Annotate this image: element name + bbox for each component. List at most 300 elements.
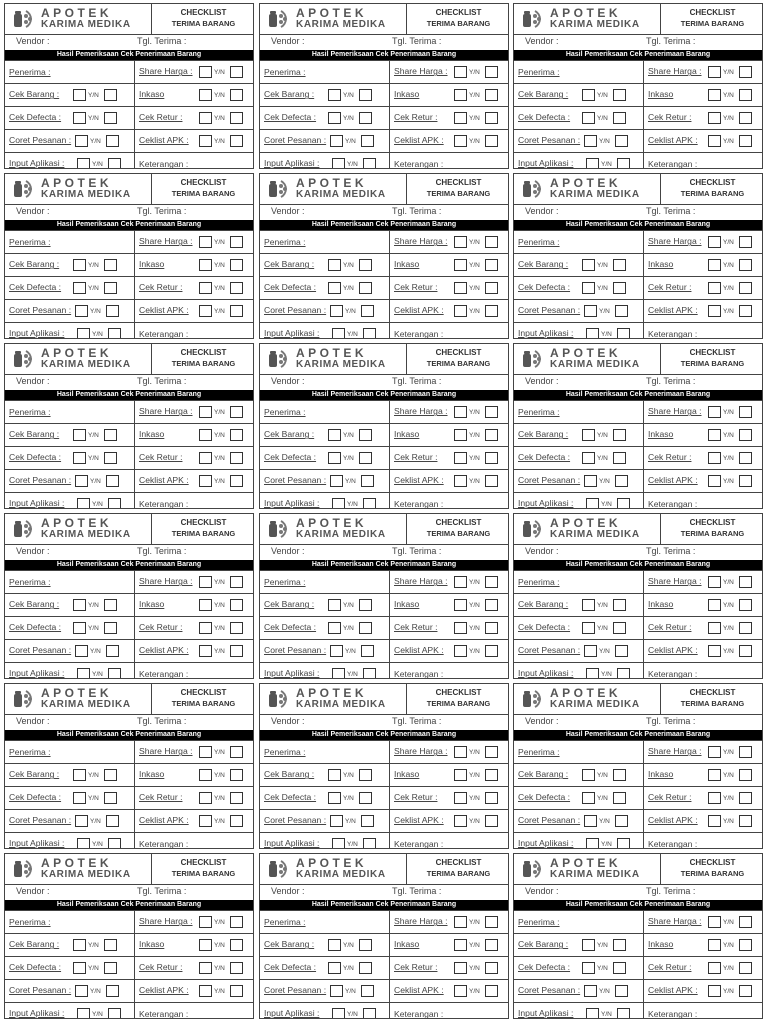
checkbox[interactable] xyxy=(615,135,628,147)
checkbox[interactable] xyxy=(739,112,752,124)
checkbox[interactable] xyxy=(199,135,212,147)
checkbox[interactable] xyxy=(230,66,243,78)
checkbox[interactable] xyxy=(104,962,117,974)
checkbox[interactable] xyxy=(613,429,626,441)
checkbox[interactable] xyxy=(104,599,117,611)
checkbox[interactable] xyxy=(332,1008,345,1019)
checkbox[interactable] xyxy=(73,429,86,441)
checkbox[interactable] xyxy=(104,282,117,294)
checkbox[interactable] xyxy=(230,282,243,294)
checkbox[interactable] xyxy=(454,429,467,441)
checkbox[interactable] xyxy=(359,599,372,611)
checkbox[interactable] xyxy=(73,792,86,804)
checkbox[interactable] xyxy=(230,769,243,781)
checkbox[interactable] xyxy=(485,406,498,418)
checkbox[interactable] xyxy=(199,815,212,827)
checklist-card xyxy=(4,173,254,339)
checkbox[interactable] xyxy=(199,282,212,294)
checkbox[interactable] xyxy=(739,89,752,101)
checkbox[interactable] xyxy=(485,939,498,951)
checkbox[interactable] xyxy=(330,645,343,657)
checkbox[interactable] xyxy=(485,135,498,147)
checkbox[interactable] xyxy=(485,576,498,588)
checkbox[interactable] xyxy=(485,236,498,248)
checkbox[interactable] xyxy=(615,475,628,487)
checkbox[interactable] xyxy=(613,622,626,634)
checkbox[interactable] xyxy=(708,406,721,418)
checkbox[interactable] xyxy=(363,158,376,169)
checkbox[interactable] xyxy=(77,328,90,339)
checkbox[interactable] xyxy=(454,135,467,147)
checkbox[interactable] xyxy=(359,452,372,464)
checkbox[interactable] xyxy=(104,452,117,464)
checkbox[interactable] xyxy=(454,792,467,804)
checkbox[interactable] xyxy=(359,429,372,441)
checkbox[interactable] xyxy=(454,66,467,78)
checkbox[interactable] xyxy=(363,668,376,679)
cek-retur-label: Cek Retur : xyxy=(648,622,692,633)
checkbox[interactable] xyxy=(739,622,752,634)
checkbox[interactable] xyxy=(332,158,345,169)
checkbox[interactable] xyxy=(485,259,498,271)
checkbox[interactable] xyxy=(584,645,597,657)
checkbox[interactable] xyxy=(582,259,595,271)
checkbox[interactable] xyxy=(361,985,374,997)
checkbox[interactable] xyxy=(230,622,243,634)
checkbox[interactable] xyxy=(363,838,376,849)
checkbox[interactable] xyxy=(73,599,86,611)
checkbox[interactable] xyxy=(485,599,498,611)
checkbox[interactable] xyxy=(106,305,119,317)
checkbox[interactable] xyxy=(328,769,341,781)
checkbox[interactable] xyxy=(361,815,374,827)
checkbox[interactable] xyxy=(330,135,343,147)
checkbox[interactable] xyxy=(586,328,599,339)
checkbox[interactable] xyxy=(739,429,752,441)
checkbox[interactable] xyxy=(361,645,374,657)
checkbox[interactable] xyxy=(708,746,721,758)
checkbox[interactable] xyxy=(104,89,117,101)
checkbox[interactable] xyxy=(330,305,343,317)
checkbox[interactable] xyxy=(617,158,630,169)
checkbox[interactable] xyxy=(75,305,88,317)
checkbox[interactable] xyxy=(485,66,498,78)
checkbox[interactable] xyxy=(230,452,243,464)
checkbox[interactable] xyxy=(708,429,721,441)
checkbox[interactable] xyxy=(328,112,341,124)
checkbox[interactable] xyxy=(328,89,341,101)
checkbox[interactable] xyxy=(104,259,117,271)
checkbox[interactable] xyxy=(73,622,86,634)
checkbox[interactable] xyxy=(708,645,721,657)
checkbox[interactable] xyxy=(77,838,90,849)
checkbox[interactable] xyxy=(586,838,599,849)
checkbox[interactable] xyxy=(75,645,88,657)
checkbox[interactable] xyxy=(485,305,498,317)
checkbox[interactable] xyxy=(199,962,212,974)
checklist-card xyxy=(259,173,509,339)
checkbox[interactable] xyxy=(230,475,243,487)
checkbox[interactable] xyxy=(199,916,212,928)
checkbox[interactable] xyxy=(739,962,752,974)
checkbox[interactable] xyxy=(454,645,467,657)
checkbox[interactable] xyxy=(582,962,595,974)
checkbox[interactable] xyxy=(359,622,372,634)
checkbox[interactable] xyxy=(77,498,90,509)
checkbox[interactable] xyxy=(739,815,752,827)
checkbox[interactable] xyxy=(199,259,212,271)
checkbox[interactable] xyxy=(359,792,372,804)
checkbox[interactable] xyxy=(454,282,467,294)
checkbox[interactable] xyxy=(230,305,243,317)
checkbox[interactable] xyxy=(230,599,243,611)
checkbox[interactable] xyxy=(485,815,498,827)
checkbox[interactable] xyxy=(230,916,243,928)
checkbox[interactable] xyxy=(615,815,628,827)
checkbox[interactable] xyxy=(739,135,752,147)
checkbox[interactable] xyxy=(582,622,595,634)
checkbox[interactable] xyxy=(485,622,498,634)
checkbox[interactable] xyxy=(359,769,372,781)
checkbox[interactable] xyxy=(586,158,599,169)
checkbox[interactable] xyxy=(108,498,121,509)
checkbox[interactable] xyxy=(359,112,372,124)
checkbox[interactable] xyxy=(613,259,626,271)
checkbox[interactable] xyxy=(454,475,467,487)
checkbox[interactable] xyxy=(230,135,243,147)
checkbox[interactable] xyxy=(708,599,721,611)
checkbox[interactable] xyxy=(328,792,341,804)
checkbox[interactable] xyxy=(104,112,117,124)
checkbox[interactable] xyxy=(454,236,467,248)
checkbox[interactable] xyxy=(359,939,372,951)
checkbox[interactable] xyxy=(708,112,721,124)
checkbox[interactable] xyxy=(485,112,498,124)
checkbox[interactable] xyxy=(739,406,752,418)
checkbox[interactable] xyxy=(199,599,212,611)
checkbox[interactable] xyxy=(230,792,243,804)
checkbox[interactable] xyxy=(230,406,243,418)
checkbox[interactable] xyxy=(708,622,721,634)
checkbox[interactable] xyxy=(617,838,630,849)
checkbox[interactable] xyxy=(230,746,243,758)
checkbox[interactable] xyxy=(328,939,341,951)
checkbox[interactable] xyxy=(230,815,243,827)
checkbox[interactable] xyxy=(739,916,752,928)
checkbox[interactable] xyxy=(708,305,721,317)
checkbox[interactable] xyxy=(454,259,467,271)
checkbox[interactable] xyxy=(230,985,243,997)
checkbox[interactable] xyxy=(485,645,498,657)
checkbox[interactable] xyxy=(104,769,117,781)
checkbox[interactable] xyxy=(582,769,595,781)
checkbox[interactable] xyxy=(106,475,119,487)
checkbox[interactable] xyxy=(330,475,343,487)
checkbox[interactable] xyxy=(586,498,599,509)
checkbox[interactable] xyxy=(73,112,86,124)
checkbox[interactable] xyxy=(454,576,467,588)
checkbox[interactable] xyxy=(199,112,212,124)
checkbox[interactable] xyxy=(454,985,467,997)
checkbox[interactable] xyxy=(230,89,243,101)
checkbox[interactable] xyxy=(582,452,595,464)
checkbox[interactable] xyxy=(582,429,595,441)
checkbox[interactable] xyxy=(582,599,595,611)
checkbox[interactable] xyxy=(739,746,752,758)
checkbox[interactable] xyxy=(615,645,628,657)
checkbox[interactable] xyxy=(108,158,121,169)
checkbox[interactable] xyxy=(199,452,212,464)
checkbox[interactable] xyxy=(199,939,212,951)
checkbox[interactable] xyxy=(332,328,345,339)
checkbox[interactable] xyxy=(454,962,467,974)
brand-subname: KARIMA MEDIKA xyxy=(550,19,640,30)
checkbox[interactable] xyxy=(485,916,498,928)
checkbox[interactable] xyxy=(485,475,498,487)
checkbox[interactable] xyxy=(73,769,86,781)
checkbox[interactable] xyxy=(108,668,121,679)
checkbox[interactable] xyxy=(454,746,467,758)
pharmacy-logo-icon xyxy=(13,518,37,540)
checkbox[interactable] xyxy=(199,429,212,441)
checkbox[interactable] xyxy=(454,452,467,464)
checkbox[interactable] xyxy=(332,668,345,679)
checkbox[interactable] xyxy=(584,475,597,487)
checkbox[interactable] xyxy=(230,112,243,124)
checkbox[interactable] xyxy=(485,746,498,758)
checkbox[interactable] xyxy=(73,89,86,101)
checkbox[interactable] xyxy=(739,769,752,781)
checkbox[interactable] xyxy=(613,112,626,124)
checkbox[interactable] xyxy=(485,282,498,294)
checkbox[interactable] xyxy=(454,599,467,611)
checkbox[interactable] xyxy=(454,622,467,634)
checkbox[interactable] xyxy=(77,668,90,679)
checkbox[interactable] xyxy=(739,259,752,271)
checkbox[interactable] xyxy=(485,769,498,781)
checkbox[interactable] xyxy=(617,668,630,679)
checkbox[interactable] xyxy=(586,668,599,679)
checkbox[interactable] xyxy=(75,475,88,487)
checkbox[interactable] xyxy=(359,259,372,271)
checkbox[interactable] xyxy=(359,89,372,101)
checkbox[interactable] xyxy=(739,282,752,294)
checkbox[interactable] xyxy=(230,939,243,951)
checkbox[interactable] xyxy=(454,815,467,827)
checkbox[interactable] xyxy=(708,916,721,928)
checkbox[interactable] xyxy=(332,838,345,849)
grid-cell xyxy=(5,911,135,934)
checkbox[interactable] xyxy=(454,112,467,124)
checkbox[interactable] xyxy=(106,815,119,827)
checkbox[interactable] xyxy=(613,599,626,611)
checkbox[interactable] xyxy=(739,475,752,487)
checkbox[interactable] xyxy=(230,576,243,588)
checkbox[interactable] xyxy=(613,452,626,464)
checkbox[interactable] xyxy=(104,429,117,441)
checkbox[interactable] xyxy=(739,599,752,611)
checkbox[interactable] xyxy=(328,962,341,974)
checkbox[interactable] xyxy=(199,406,212,418)
checkbox[interactable] xyxy=(708,962,721,974)
checkbox[interactable] xyxy=(739,985,752,997)
checkbox[interactable] xyxy=(739,939,752,951)
checkbox[interactable] xyxy=(582,939,595,951)
checkbox[interactable] xyxy=(708,135,721,147)
checkbox[interactable] xyxy=(330,985,343,997)
checkbox[interactable] xyxy=(359,962,372,974)
checkbox[interactable] xyxy=(330,815,343,827)
checkbox[interactable] xyxy=(708,769,721,781)
checkbox[interactable] xyxy=(582,112,595,124)
checkbox[interactable] xyxy=(199,576,212,588)
checkbox[interactable] xyxy=(73,939,86,951)
checkbox[interactable] xyxy=(199,305,212,317)
checkbox[interactable] xyxy=(582,89,595,101)
checkbox[interactable] xyxy=(230,645,243,657)
checkbox[interactable] xyxy=(485,452,498,464)
checkbox[interactable] xyxy=(708,236,721,248)
checkbox[interactable] xyxy=(739,66,752,78)
checkbox[interactable] xyxy=(199,236,212,248)
checkbox[interactable] xyxy=(454,89,467,101)
checkbox[interactable] xyxy=(230,429,243,441)
checkbox[interactable] xyxy=(708,66,721,78)
checkbox[interactable] xyxy=(199,622,212,634)
checkbox[interactable] xyxy=(199,746,212,758)
checkbox[interactable] xyxy=(73,962,86,974)
checkbox[interactable] xyxy=(582,282,595,294)
checkbox[interactable] xyxy=(104,939,117,951)
checkbox[interactable] xyxy=(485,792,498,804)
checkbox[interactable] xyxy=(328,259,341,271)
checkbox[interactable] xyxy=(584,135,597,147)
checkbox[interactable] xyxy=(613,962,626,974)
checkbox[interactable] xyxy=(332,498,345,509)
checkbox[interactable] xyxy=(328,429,341,441)
checkbox[interactable] xyxy=(586,1008,599,1019)
checkbox[interactable] xyxy=(75,985,88,997)
checkbox[interactable] xyxy=(485,985,498,997)
checkbox[interactable] xyxy=(199,985,212,997)
checkbox[interactable] xyxy=(106,135,119,147)
checkbox[interactable] xyxy=(708,259,721,271)
checkbox[interactable] xyxy=(199,66,212,78)
checkbox[interactable] xyxy=(708,89,721,101)
checkbox[interactable] xyxy=(77,1008,90,1019)
checkbox[interactable] xyxy=(739,576,752,588)
checkbox[interactable] xyxy=(363,1008,376,1019)
checkbox[interactable] xyxy=(73,282,86,294)
checkbox[interactable] xyxy=(328,599,341,611)
checkbox[interactable] xyxy=(199,769,212,781)
checkbox[interactable] xyxy=(73,259,86,271)
checkbox[interactable] xyxy=(230,259,243,271)
checkbox[interactable] xyxy=(328,282,341,294)
grid-cell xyxy=(644,447,763,470)
checkbox[interactable] xyxy=(199,89,212,101)
grid-row xyxy=(514,470,762,493)
checkbox[interactable] xyxy=(485,962,498,974)
checkbox[interactable] xyxy=(73,452,86,464)
checkbox[interactable] xyxy=(199,645,212,657)
checkbox[interactable] xyxy=(485,89,498,101)
checkbox[interactable] xyxy=(617,1008,630,1019)
checkbox[interactable] xyxy=(582,792,595,804)
checkbox[interactable] xyxy=(328,452,341,464)
checkbox[interactable] xyxy=(739,236,752,248)
grid-row xyxy=(5,254,253,277)
checkbox[interactable] xyxy=(613,939,626,951)
checkbox[interactable] xyxy=(708,985,721,997)
checkbox[interactable] xyxy=(328,622,341,634)
checkbox[interactable] xyxy=(584,985,597,997)
checkbox[interactable] xyxy=(75,815,88,827)
checkbox[interactable] xyxy=(739,452,752,464)
checkbox[interactable] xyxy=(613,769,626,781)
checkbox[interactable] xyxy=(230,236,243,248)
checkbox[interactable] xyxy=(106,645,119,657)
checkbox[interactable] xyxy=(617,498,630,509)
checkbox[interactable] xyxy=(485,429,498,441)
checkbox[interactable] xyxy=(613,792,626,804)
checkbox[interactable] xyxy=(108,328,121,339)
checkbox[interactable] xyxy=(739,305,752,317)
checkbox[interactable] xyxy=(739,645,752,657)
checkbox[interactable] xyxy=(708,475,721,487)
checkbox[interactable] xyxy=(615,305,628,317)
checkbox[interactable] xyxy=(108,838,121,849)
checkbox[interactable] xyxy=(104,622,117,634)
checkbox[interactable] xyxy=(361,135,374,147)
checkbox[interactable] xyxy=(708,815,721,827)
checkbox[interactable] xyxy=(708,452,721,464)
grid-cell xyxy=(390,277,509,300)
vendor-label: Vendor : xyxy=(271,716,305,726)
checkbox[interactable] xyxy=(584,815,597,827)
checkbox[interactable] xyxy=(739,792,752,804)
checkbox[interactable] xyxy=(454,406,467,418)
checkbox[interactable] xyxy=(615,985,628,997)
checkbox[interactable] xyxy=(359,282,372,294)
checkbox[interactable] xyxy=(363,498,376,509)
checkbox[interactable] xyxy=(361,305,374,317)
checkbox[interactable] xyxy=(454,939,467,951)
checkbox[interactable] xyxy=(617,328,630,339)
checklist-card xyxy=(4,513,254,679)
checkbox[interactable] xyxy=(454,305,467,317)
checkbox[interactable] xyxy=(77,158,90,169)
checkbox[interactable] xyxy=(361,475,374,487)
checkbox[interactable] xyxy=(584,305,597,317)
checkbox[interactable] xyxy=(613,89,626,101)
checkbox[interactable] xyxy=(454,916,467,928)
checkbox[interactable] xyxy=(199,475,212,487)
checkbox[interactable] xyxy=(708,576,721,588)
checkbox[interactable] xyxy=(230,962,243,974)
checkbox[interactable] xyxy=(75,135,88,147)
checkbox[interactable] xyxy=(363,328,376,339)
checkbox[interactable] xyxy=(108,1008,121,1019)
checkbox[interactable] xyxy=(454,769,467,781)
checkbox[interactable] xyxy=(106,985,119,997)
checkbox[interactable] xyxy=(613,282,626,294)
checkbox[interactable] xyxy=(199,792,212,804)
checkbox[interactable] xyxy=(104,792,117,804)
checkbox[interactable] xyxy=(708,939,721,951)
checkbox[interactable] xyxy=(708,792,721,804)
checkbox[interactable] xyxy=(708,282,721,294)
